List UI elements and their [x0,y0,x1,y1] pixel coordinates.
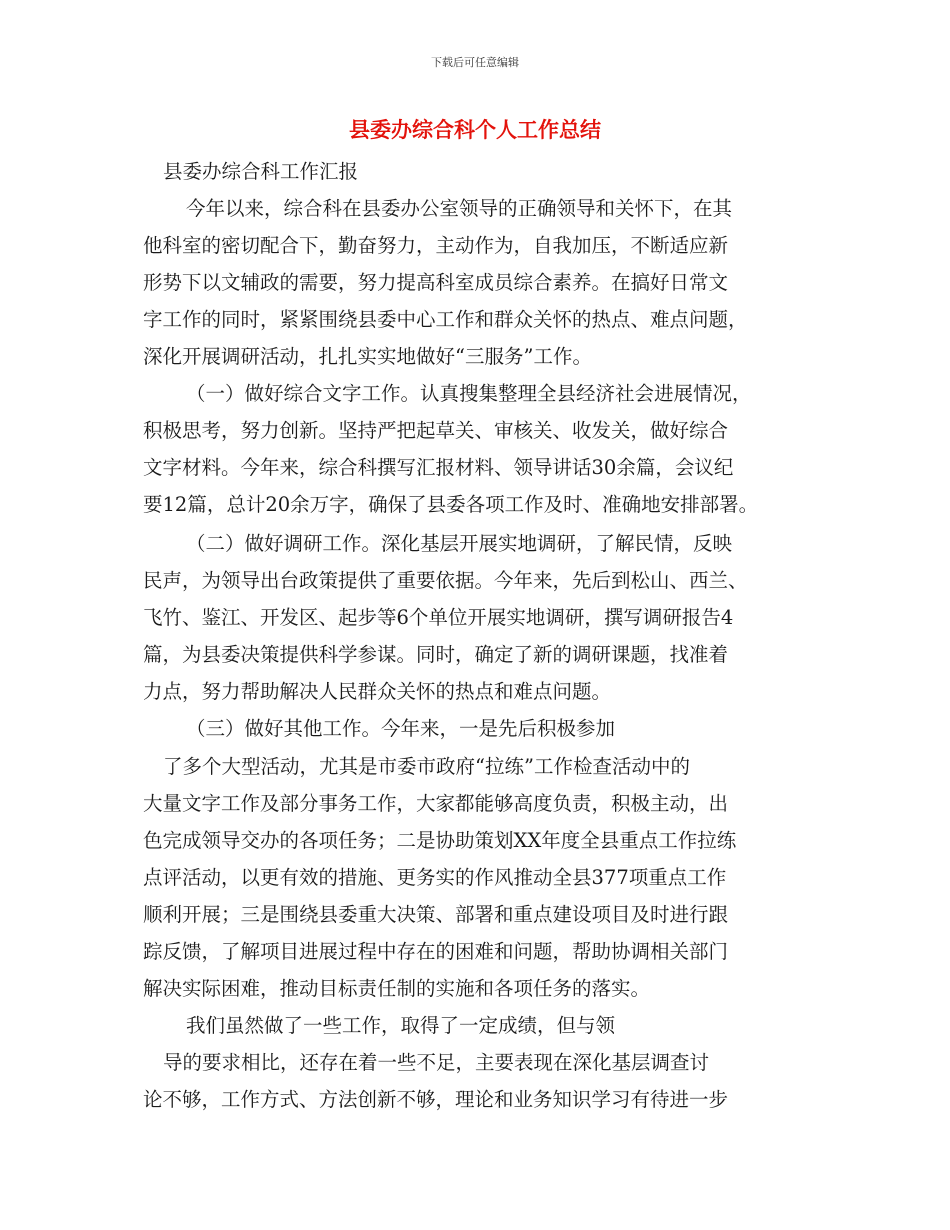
body-line: 色完成领导交办的各项任务；二是协助策划XX年度全县重点工作拉练 [143,829,737,852]
body-line: 他科室的密切配合下，勤奋努力，主动作为，自我加压，不断适应新 [143,234,729,257]
body-line: 飞竹、鉴江、开发区、起步等6个单位开展实地调研，撰写调研报告4 [143,606,734,629]
body-line: 解决实际困难，推动目标责任制的实施和各项任务的落实。 [143,977,651,1000]
body-line: （三）做好其他工作。今年来，一是先后积极参加 [186,717,616,740]
body-line: 县委办综合科工作汇报 [163,160,359,183]
body-line: 形势下以文辅政的需要，努力提高科室成员综合素养。在搞好日常文 [143,271,729,294]
header-note: 下载后可任意编辑 [431,56,519,69]
body-line: 要12篇，总计20余万字，确保了县委各项工作及时、准确地安排部署。 [143,493,759,516]
body-line: 了多个大型活动，尤其是市委市政府“拉练”工作检查活动中的 [163,755,690,778]
body-line: 力点，努力帮助解决人民群众关怀的热点和难点问题。 [143,680,612,703]
body-line: 文字材料。今年来，综合科撰写汇报材料、领导讲话30余篇，会议纪 [143,456,734,479]
body-line: 导的要求相比，还存在着一些不足，主要表现在深化基层调查讨 [163,1051,710,1074]
body-line: 今年以来，综合科在县委办公室领导的正确领导和关怀下，在其 [186,197,733,220]
body-line: 字工作的同时，紧紧围绕县委中心工作和群众关怀的热点、难点问题， [143,308,748,331]
body-line: （一）做好综合文字工作。认真搜集整理全县经济社会进展情况， [186,382,752,405]
document-title: 县委办综合科个人工作总结 [349,118,601,142]
body-line: 大量文字工作及部分事务工作，大家都能够高度负责，积极主动，出 [143,792,729,815]
body-line: 踪反馈，了解项目进展过程中存在的困难和问题，帮助协调相关部门 [143,940,729,963]
body-line: 论不够，工作方式、方法创新不够，理论和业务知识学习有待进一步 [143,1088,729,1111]
body-line: 顺利开展；三是围绕县委重大决策、部署和重点建设项目及时进行跟 [143,903,729,926]
body-line: 积极思考，努力创新。坚持严把起草关、审核关、收发关，做好综合 [143,419,729,442]
body-line: 民声，为领导出台政策提供了重要依据。今年来，先后到松山、西兰、 [143,569,748,592]
body-line: （二）做好调研工作。深化基层开展实地调研，了解民情，反映 [186,532,733,555]
body-line: 我们虽然做了一些工作，取得了一定成绩，但与领 [186,1014,616,1037]
body-line: 点评活动，以更有效的措施、更务实的作风推动全县377项重点工作 [143,866,727,889]
body-line: 深化开展调研活动，扎扎实实地做好“三服务”工作。 [143,345,592,368]
body-line: 篇，为县委决策提供科学参谋。同时，确定了新的调研课题，找准着 [143,643,729,666]
